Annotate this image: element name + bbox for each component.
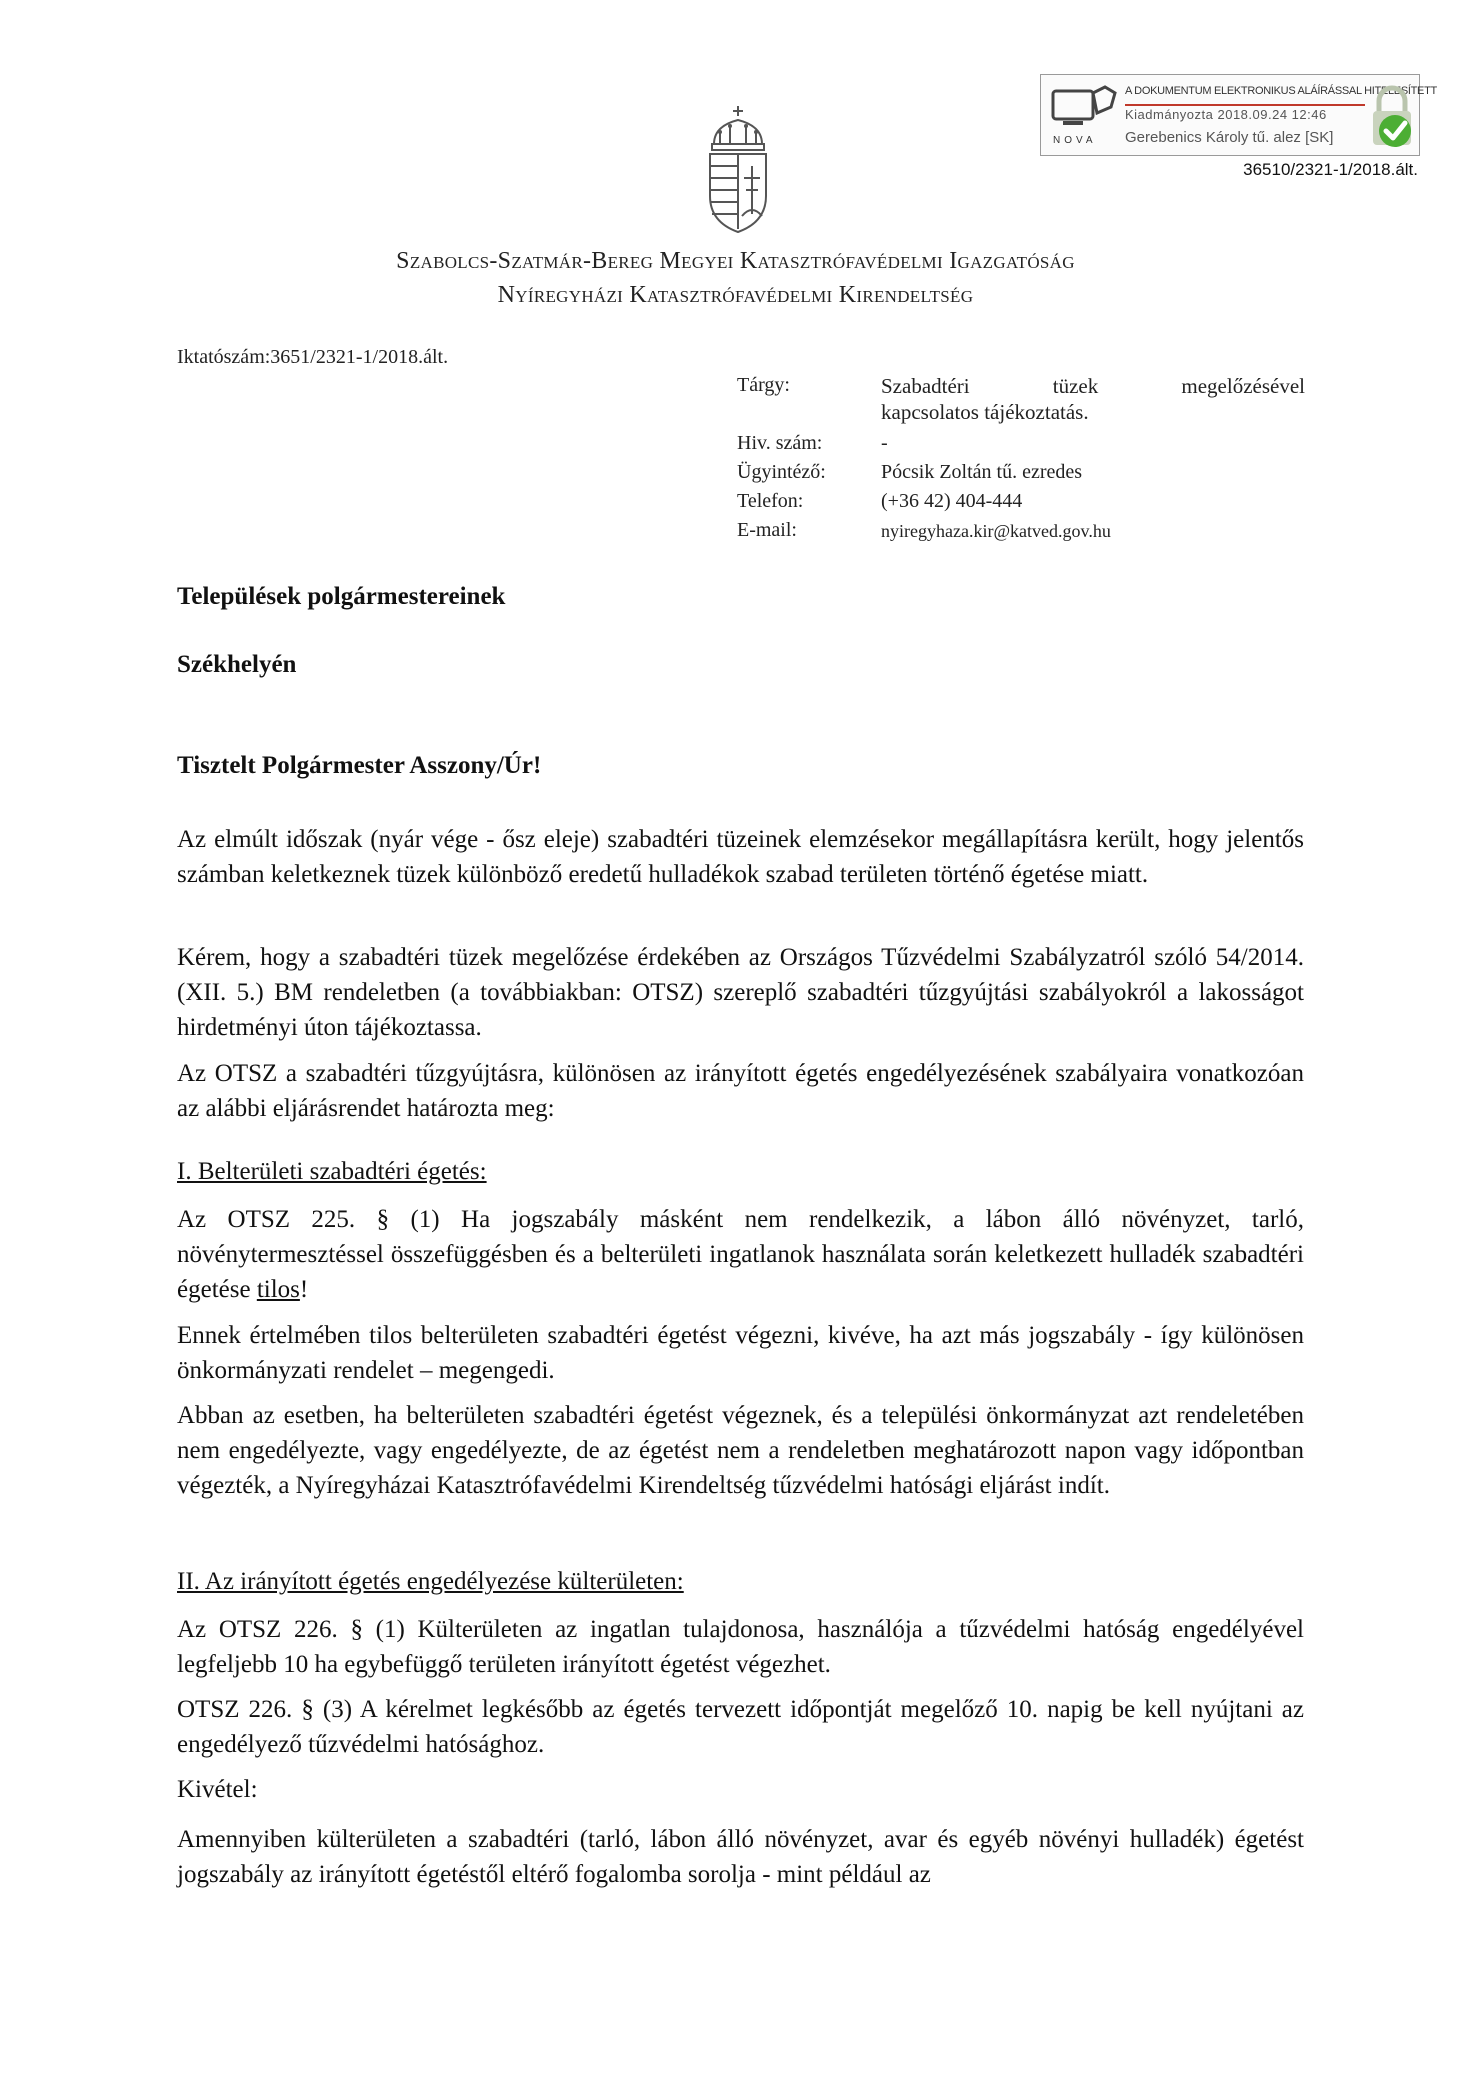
addressee-seat: Székhelyén [177,651,297,678]
reference-value: - [881,432,888,454]
subject-value-line1: Szabadtéri tüzek megelőzésével [881,374,1305,398]
reference-number: 36510/2321-1/2018.ált. [1243,160,1418,179]
file-number: Iktatószám:3651/2321-1/2018.ált. [177,346,449,368]
department-name: Nyíregyházi Katasztrófavédelmi Kirendeltség [497,282,974,308]
stamp-signer-text: Gerebenics Károly tű. alez [SK] [1125,129,1334,146]
salutation: Tisztelt Polgármester Asszony/Úr! [177,752,542,779]
section-heading-2: II. Az irányított égetés engedélyezése külterületen: [177,1568,684,1595]
addressee: Települések polgármestereinek [177,583,506,610]
body-paragraph-1: Az elmúlt időszak (nyár vége - ősz eleje) szabadtéri tüzeinek elemzésekor megállapításra került, hogy jelentős számban keletkeznek tüzek különböző eredetű hulladékok szabad területen történő égetése miatt. [177,826,1304,888]
organization-name: Szabolcs-Szatmár-Bereg Megyei Katasztrófavédelmi Igazgatóság [396,248,1075,274]
body-paragraph-7: Az OTSZ 226. § (1) Külterületen az ingatlan tulajdonosa, használója a tűzvédelmi hatóság engedélyével legfeljebb 10 ha egybefüggő területen irányított égetést végezhet. [177,1616,1304,1678]
phone-value: (+36 42) 404-444 [881,490,1023,512]
handler-label: Ügyintéző: [737,461,826,483]
body-paragraph-6: Abban az esetben, ha belterületen szabadtéri égetést végeznek, és a települési önkormányzat azt rendeletében nem engedélyezte, vagy engedélyezte, de az égetést nem a rendeletben meghatározott napon vagy időpontban végezték, a Nyíregyházai Katasztrófavédelmi Kirendeltség tűzvédelmi hatósági eljárást indít. [177,1402,1304,1499]
body-paragraph-10: Amennyiben külterületen a szabadtéri (tarló, lábon álló növényzet, avar és egyéb növényi hulladék) égetést jogszabály az irányított égetéstől eltérő fogalomba sorolja - mint például az [177,1826,1304,1888]
email-label: E-mail: [737,519,797,541]
stamp-divider [1125,104,1365,106]
paragraph-4-text: Az OTSZ 225. § (1) Ha jogszabály másként nem rendelkezik, a lábon álló növényzet, tarló, növénytermesztéssel összefüggésben és a belterületi ingatlanok használata során keletkezett hulladék szabadtéri égetése [177,1206,1304,1303]
email-value: nyiregyhaza.kir@katved.gov.hu [881,521,1111,541]
stamp-issued-text: Kiadmányozta 2018.09.24 12:46 [1125,107,1327,122]
stamp-authenticated-text: A DOKUMENTUM ELEKTRONIKUS ALÁÍRÁSSAL HITELESÍTETT [1125,85,1437,97]
nova-monitor-icon [1049,83,1119,129]
reference-label: Hiv. szám: [737,432,823,454]
body-paragraph-2: Kérem, hogy a szabadtéri tüzek megelőzése érdekében az Országos Tűzvédelmi Szabályzatról szóló 54/2014. (XII. 5.) BM rendeletben (a továbbiakban: OTSZ) szereplő szabadtéri tűzgyújtási szabályokról a lakosságot hirdetményi úton tájékoztassa. [177,944,1304,1041]
phone-label: Telefon: [737,490,804,512]
section-heading-1: I. Belterületi szabadtéri égetés: [177,1158,487,1185]
subject-label: Tárgy: [737,374,790,396]
body-paragraph-8: OTSZ 226. § (3) A kérelmet legkésőbb az égetés tervezett időpontját megelőző 10. napig be kell nyújtani az engedélyező tűzvédelmi hatósághoz. [177,1696,1304,1758]
e-signature-stamp [1040,74,1437,156]
body-paragraph-4 [177,1202,1304,1307]
handler-value: Pócsik Zoltán tű. ezredes [881,461,1083,483]
body-paragraph-3: Az OTSZ a szabadtéri tűzgyújtásra, különösen az irányított égetés engedélyezésének szabályaira vonatkozóan az alábbi eljárásrendet határozta meg: [177,1060,1304,1122]
subject-value-line2: kapcsolatos tájékoztatás. [881,400,1089,424]
check-shield-icon [1367,85,1417,149]
forbidden-word: tilos [256,1276,300,1303]
paragraph-4-end: ! [299,1276,309,1303]
stamp-brand: NOVA [1053,135,1097,146]
body-paragraph-5: Ennek értelmében tilos belterületen szabadtéri égetést végezni, kivéve, ha azt más jogszabály - így különösen önkormányzati rendelet – megengedi. [177,1322,1304,1384]
hungarian-coat-of-arms-icon [700,104,776,236]
body-paragraph-9: Kivétel: [177,1776,258,1803]
